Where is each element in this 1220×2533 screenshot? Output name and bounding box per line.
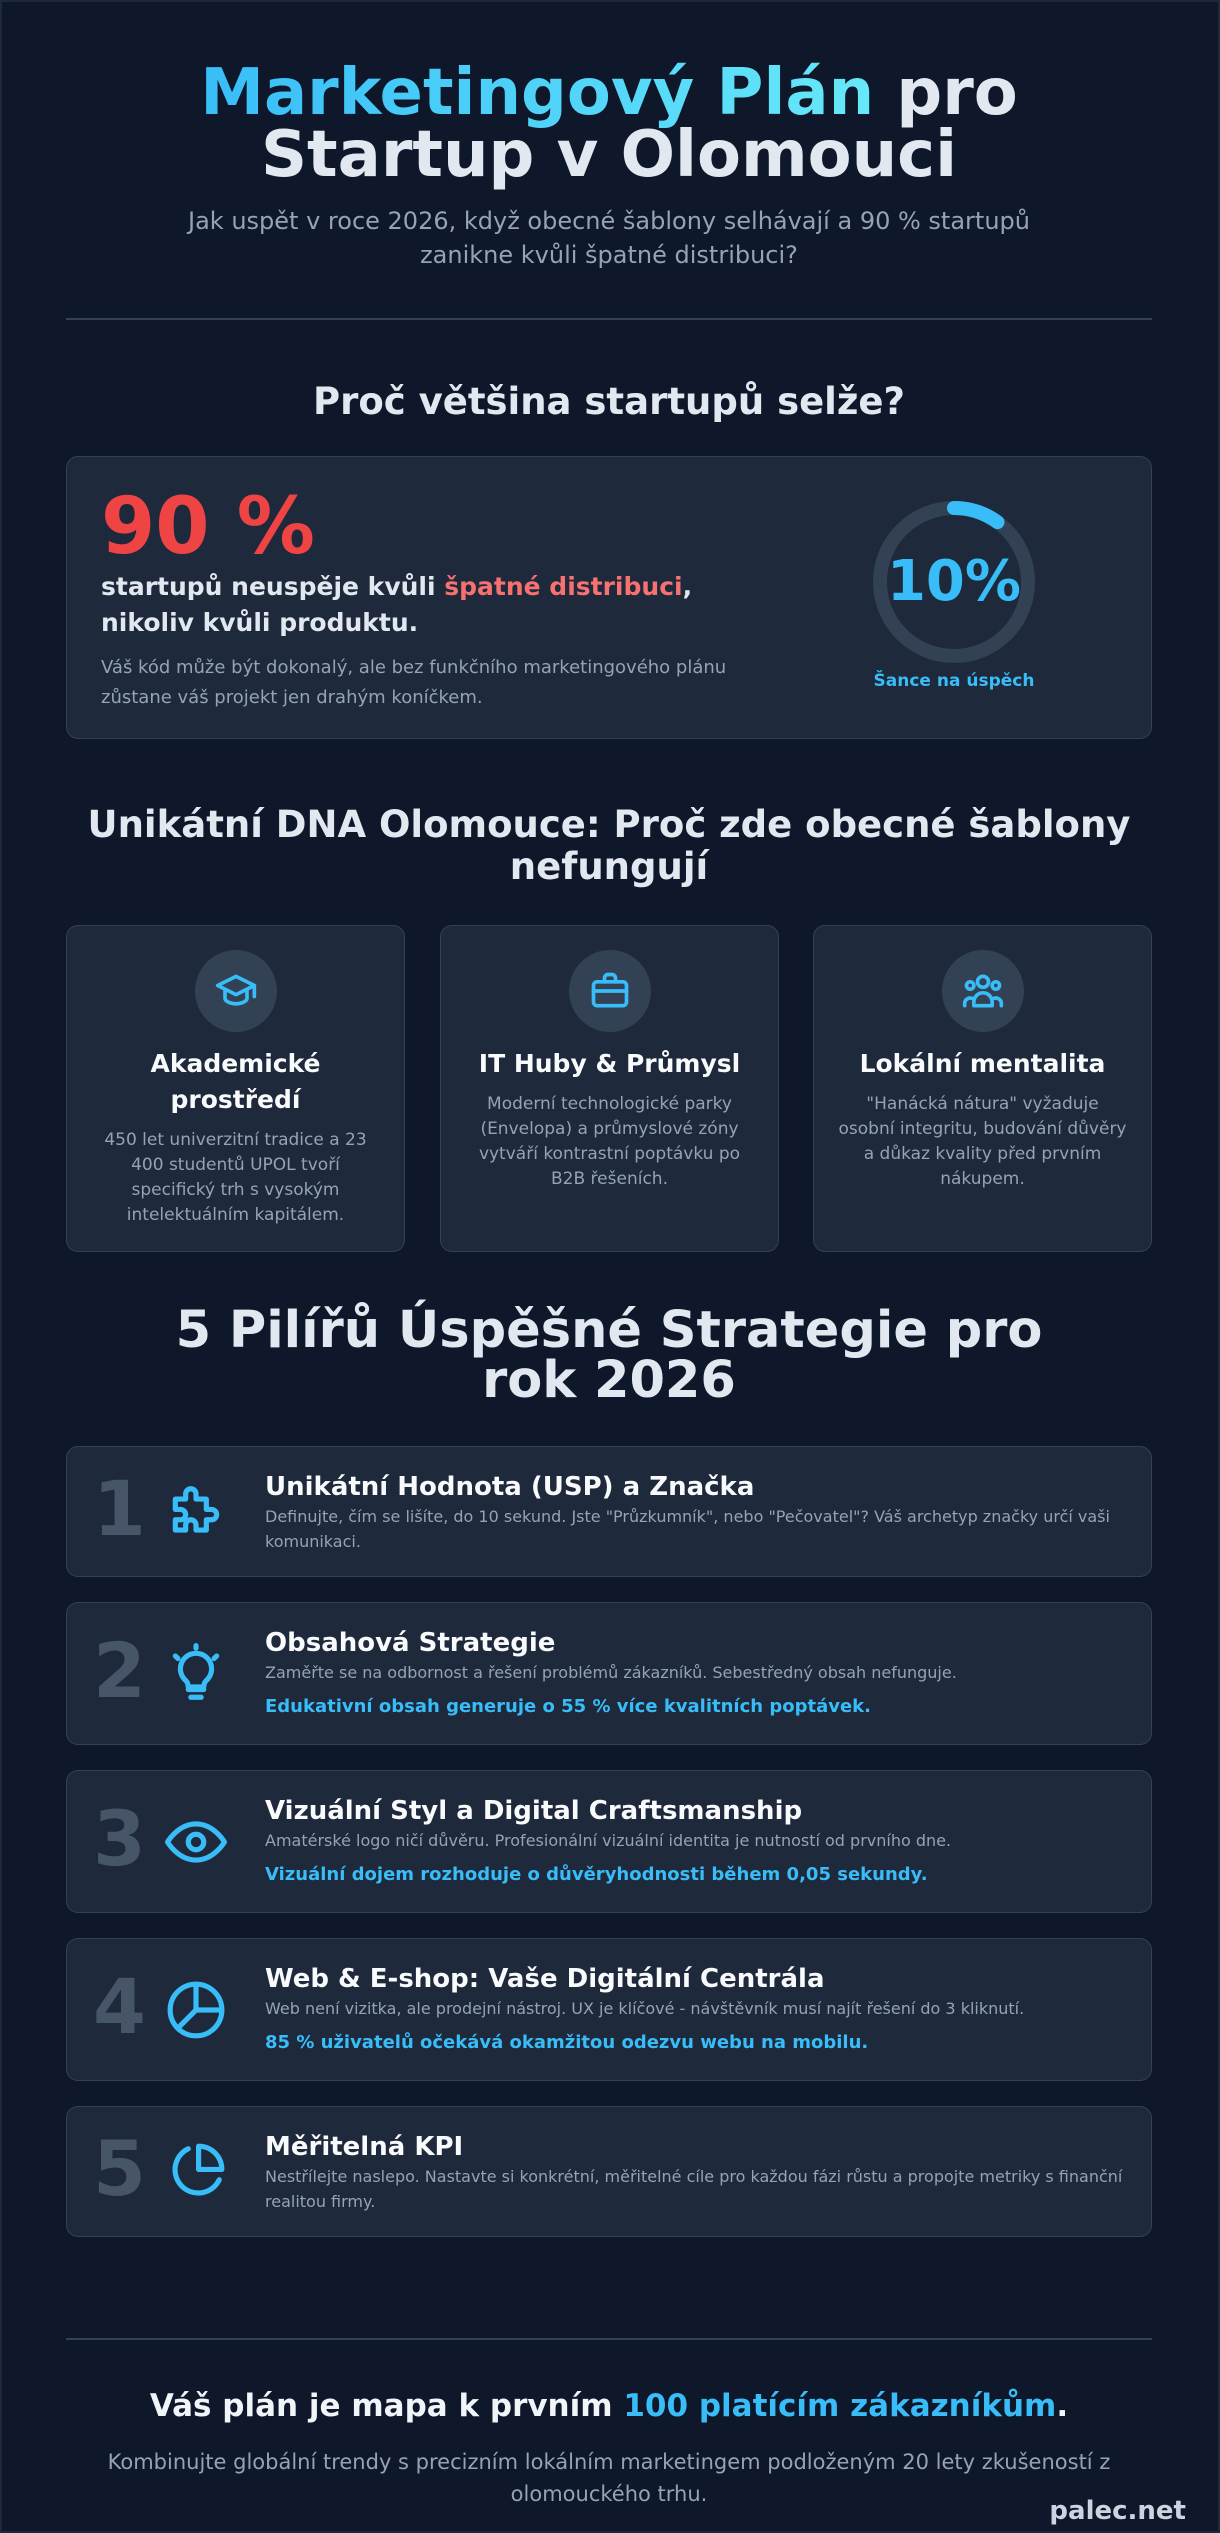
puzzle-icon <box>165 1481 227 1543</box>
dna-card-it-hubs <box>440 925 779 1252</box>
eye-icon <box>165 1811 227 1873</box>
dna-card-academic <box>66 925 405 1252</box>
dna-card-title: IT Huby & Průmysl <box>478 1049 741 1078</box>
pillar-number: 2 <box>93 1626 146 1715</box>
pillar-text: Amatérské logo ničí důvěru. Profesionální vizuální identita je nutností od prvního dne. <box>265 1831 952 1850</box>
pie-chart-icon <box>165 2141 227 2203</box>
brand-logo-text[interactable]: palec.net <box>1049 2496 1186 2526</box>
stat-text-before: startupů neuspěje kvůli <box>101 572 445 601</box>
users-icon <box>942 950 1024 1032</box>
pillar-text: Nestřílejte naslepo. Nastavte si konkrétní, měřitelné cíle pro každou fázi růstu a propojte metriky s finanční realitou firmy. <box>265 2167 1123 2211</box>
pillar-card-3 <box>66 1770 1152 1913</box>
pillar-title: Měřitelná KPI <box>265 2132 464 2162</box>
why-section-title: Proč většina startupů selže? <box>313 380 905 423</box>
pillar-title: Web & E-shop: Vaše Digitální Centrála <box>265 1964 825 1994</box>
pillar-text: Zaměřte se na odbornost a řešení problémů zákazníků. Sebestředný obsah nefunguje. <box>265 1663 957 1682</box>
stat-note: Váš kód může být dokonalý, ale bez funkčního marketingového plánu zůstane váš projekt jen drahým koníčkem. <box>101 657 727 708</box>
pillar-card-4 <box>66 1938 1152 2081</box>
pillars-section-title: 5 Pilířů Úspěšné Strategie pro rok 2026 <box>175 1301 1043 1410</box>
pillar-highlight: Edukativní obsah generuje o 55 % více kvalitních poptávek. <box>265 1696 871 1717</box>
cta-subtitle: Kombinujte globální trendy s precizním lokálním marketingem podloženým 20 lety zkušeností z olomouckého trhu. <box>107 2450 1111 2506</box>
dna-card-title: Akademické prostředí <box>150 1049 321 1114</box>
divider <box>66 318 1152 320</box>
pillar-text: Definujte, čím se lišíte, do 10 sekund. Jste "Průzkumník", nebo "Pečovatel"? Váš archetyp značky určí vaši komunikaci. <box>265 1507 1110 1551</box>
stat-value: 90 % <box>101 482 315 572</box>
divider <box>66 2338 1152 2340</box>
pillar-number: 1 <box>93 1464 146 1553</box>
dna-card-mentality <box>813 925 1152 1252</box>
pillar-card-5 <box>66 2106 1152 2237</box>
dna-card-title: Lokální mentalita <box>859 1049 1106 1078</box>
pillar-highlight: 85 % uživatelů očekává okamžitou odezvu webu na mobilu. <box>265 2032 869 2053</box>
graduation-cap-icon <box>195 950 277 1032</box>
stat-text-after: , nikoliv kvůli produktu. <box>101 572 693 637</box>
dna-card-text: 450 let univerzitní tradice a 23 400 studentů UPOL tvoří specifický trh s vysokým intelektuálním kapitálem. <box>104 1130 367 1225</box>
stat-text-highlight: špatné distribuci <box>444 572 683 601</box>
hero-title-highlight: Marketingový Plán <box>200 56 875 130</box>
globe-icon <box>165 1979 227 2041</box>
pillar-text: Web není vizitka, ale prodejní nástroj. UX je klíčové - návštěvník musí najít řešení do 3 kliknutí. <box>265 1999 1025 2018</box>
stat-text <box>101 569 741 641</box>
cta-title-after: . <box>1056 2388 1069 2424</box>
pillar-title: Vizuální Styl a Digital Craftsmanship <box>265 1796 803 1826</box>
hero-title-rest: pro Startup v Olomouci <box>260 56 1018 192</box>
pillar-number: 4 <box>93 1962 146 2051</box>
lightbulb-icon <box>165 1643 227 1705</box>
cta-title-highlight: 100 platícím zákazníkům <box>623 2388 1057 2424</box>
pillar-title: Obsahová Strategie <box>265 1628 556 1658</box>
pillar-highlight: Vizuální dojem rozhoduje o důvěryhodnosti během 0,05 sekundy. <box>265 1864 928 1885</box>
dna-card-text: Moderní technologické parky (Envelopa) a průmyslové zóny vytváří kontrastní poptávku po B2B řešeních. <box>478 1094 741 1189</box>
pillar-number: 3 <box>93 1794 146 1883</box>
cta-title-before: Váš plán je mapa k prvním <box>149 2388 624 2424</box>
success-ring <box>871 499 1037 665</box>
pillar-card-1 <box>66 1446 1152 1577</box>
cta-title <box>66 2388 1152 2424</box>
ring-value: 10% <box>886 549 1022 614</box>
ring-label: Šance na úspěch <box>873 671 1035 691</box>
pillar-card-2 <box>66 1602 1152 1745</box>
hero-title <box>66 56 1152 192</box>
dna-card-text: "Hanácká nátura" vyžaduje osobní integritu, budování důvěry a důkaz kvality před prvním nákupem. <box>838 1094 1127 1189</box>
briefcase-icon <box>569 950 651 1032</box>
dna-section-title: Unikátní DNA Olomouce: Proč zde obecné šablony nefungují <box>87 803 1131 888</box>
pillar-number: 5 <box>93 2124 146 2213</box>
hero-subtitle: Jak uspět v roce 2026, když obecné šablony selhávají a 90 % startupů zanikne kvůli špatné distribuci? <box>188 207 1030 269</box>
pillar-title: Unikátní Hodnota (USP) a Značka <box>265 1472 755 1502</box>
failure-stat-card <box>66 456 1152 739</box>
